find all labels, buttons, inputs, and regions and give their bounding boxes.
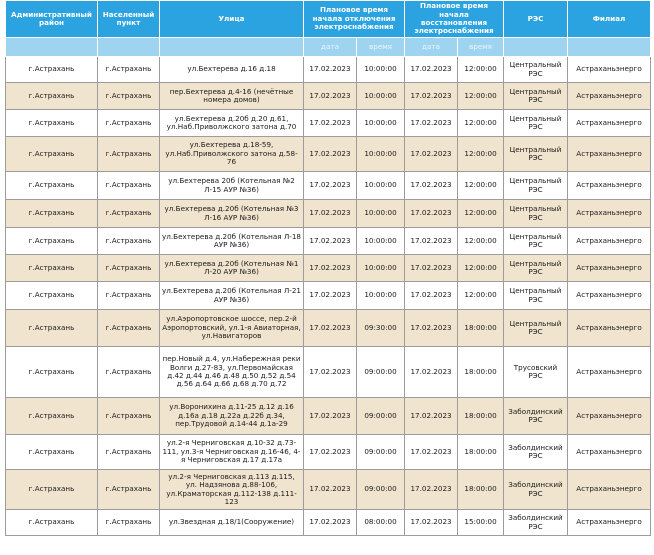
subheader-row: [6, 38, 651, 57]
cell-street: ул.Воронихина д.11-25 д.12 д.16 д.16а д.18 д.22а д.22б д.34, пер.Трудовой д.14-44 д.1а-29: [160, 398, 304, 435]
cell-off-time: 09:00:00: [357, 347, 405, 398]
cell-off-time: 09:00:00: [357, 435, 405, 470]
cell-off-date: 17.02.2023: [304, 172, 357, 200]
cell-off-date: 17.02.2023: [304, 310, 357, 347]
cell-off-date: 17.02.2023: [304, 57, 357, 83]
cell-res: Центральный РЭС: [504, 57, 568, 83]
subheader-on-date: дата: [405, 38, 458, 57]
cell-street: ул.Бехтерева д.20б (Котельная Л-21 АУР №36): [160, 282, 304, 310]
cell-district: г.Астрахань: [6, 228, 98, 255]
cell-off-time: 10:00:00: [357, 57, 405, 83]
cell-off-date: 17.02.2023: [304, 83, 357, 110]
cell-on-date: 17.02.2023: [405, 110, 458, 137]
cell-res: Центральный РЭС: [504, 110, 568, 137]
cell-branch: Астраханьэнерго: [568, 200, 651, 228]
cell-branch: Астраханьэнерго: [568, 282, 651, 310]
cell-on-time: 12:00:00: [458, 57, 504, 83]
subheader-empty: [6, 38, 98, 57]
cell-on-time: 12:00:00: [458, 110, 504, 137]
cell-res: Центральный РЭС: [504, 310, 568, 347]
cell-street: ул.Бехтерева д.18-59, ул.Наб.Приволжского затона д.58-76: [160, 137, 304, 172]
cell-branch: Астраханьэнерго: [568, 435, 651, 470]
cell-on-date: 17.02.2023: [405, 200, 458, 228]
cell-branch: Астраханьэнерго: [568, 137, 651, 172]
header-on-time: Плановое время начала восстановления электроснабжения: [405, 1, 504, 38]
cell-res: Заболдинский РЭС: [504, 435, 568, 470]
cell-settlement: г.Астрахань: [98, 172, 160, 200]
cell-street: ул.Бехтерева 20б (Котельная №2 Л-15 АУР №36): [160, 172, 304, 200]
cell-settlement: г.Астрахань: [98, 200, 160, 228]
table-row: [6, 110, 651, 137]
cell-settlement: г.Астрахань: [98, 398, 160, 435]
table-row: [6, 57, 651, 83]
subheader-off-date: дата: [304, 38, 357, 57]
table-row: [6, 510, 651, 536]
cell-on-date: 17.02.2023: [405, 172, 458, 200]
cell-on-date: 17.02.2023: [405, 435, 458, 470]
outage-schedule-table: [5, 0, 651, 536]
cell-district: г.Астрахань: [6, 435, 98, 470]
cell-off-date: 17.02.2023: [304, 110, 357, 137]
cell-off-time: 10:00:00: [357, 282, 405, 310]
cell-on-time: 18:00:00: [458, 470, 504, 510]
cell-district: г.Астрахань: [6, 57, 98, 83]
cell-res: Заболдинский РЭС: [504, 510, 568, 536]
cell-off-time: 10:00:00: [357, 228, 405, 255]
cell-branch: Астраханьэнерго: [568, 255, 651, 282]
header-res: РЭС: [504, 1, 568, 38]
cell-off-date: 17.02.2023: [304, 347, 357, 398]
cell-street: ул.Бехтерева д.20б (Котельная №1 Л-20 АУР №36): [160, 255, 304, 282]
table-row: [6, 83, 651, 110]
cell-off-time: 09:30:00: [357, 310, 405, 347]
cell-branch: Астраханьэнерго: [568, 470, 651, 510]
cell-street: ул.Бехтерева д.20б (Котельная №3 Л-16 АУР №36): [160, 200, 304, 228]
cell-settlement: г.Астрахань: [98, 470, 160, 510]
table-row: [6, 172, 651, 200]
cell-branch: Астраханьэнерго: [568, 110, 651, 137]
table-row: [6, 200, 651, 228]
header-branch: Филиал: [568, 1, 651, 38]
cell-res: Трусовский РЭС: [504, 347, 568, 398]
table-body: [6, 57, 651, 536]
table-row: [6, 435, 651, 470]
cell-settlement: г.Астрахань: [98, 57, 160, 83]
cell-off-date: 17.02.2023: [304, 137, 357, 172]
cell-off-date: 17.02.2023: [304, 398, 357, 435]
cell-district: г.Астрахань: [6, 347, 98, 398]
cell-on-date: 17.02.2023: [405, 510, 458, 536]
cell-district: г.Астрахань: [6, 110, 98, 137]
table-row: [6, 282, 651, 310]
subheader-on-time: время: [458, 38, 504, 57]
table-row: [6, 470, 651, 510]
cell-settlement: г.Астрахань: [98, 110, 160, 137]
subheader-empty: [160, 38, 304, 57]
cell-off-time: 10:00:00: [357, 110, 405, 137]
cell-district: г.Астрахань: [6, 510, 98, 536]
cell-off-time: 09:00:00: [357, 398, 405, 435]
cell-street: ул.Бехтерева д.16 д.18: [160, 57, 304, 83]
cell-res: Заболдинский РЭС: [504, 398, 568, 435]
cell-res: Центральный РЭС: [504, 172, 568, 200]
cell-off-date: 17.02.2023: [304, 228, 357, 255]
cell-on-time: 18:00:00: [458, 435, 504, 470]
cell-off-date: 17.02.2023: [304, 255, 357, 282]
cell-on-time: 18:00:00: [458, 310, 504, 347]
cell-on-date: 17.02.2023: [405, 470, 458, 510]
cell-off-date: 17.02.2023: [304, 510, 357, 536]
cell-off-time: 10:00:00: [357, 200, 405, 228]
header-row: [6, 1, 651, 38]
cell-on-time: 12:00:00: [458, 83, 504, 110]
cell-settlement: г.Астрахань: [98, 282, 160, 310]
cell-off-time: 09:00:00: [357, 470, 405, 510]
cell-res: Заболдинский РЭС: [504, 470, 568, 510]
cell-street: пер.Новый д.4, ул.Набережная реки Волги д.27-83, ул.Первомайская д.42 д.44 д.46 д.48 д.50 д.52 д.54 д.56 д.64 д.66 д.68 д.70 д.72: [160, 347, 304, 398]
cell-settlement: г.Астрахань: [98, 435, 160, 470]
cell-off-time: 10:00:00: [357, 172, 405, 200]
cell-on-date: 17.02.2023: [405, 57, 458, 83]
cell-on-time: 15:00:00: [458, 510, 504, 536]
cell-on-date: 17.02.2023: [405, 255, 458, 282]
table-row: [6, 228, 651, 255]
cell-res: Центральный РЭС: [504, 255, 568, 282]
cell-off-date: 17.02.2023: [304, 200, 357, 228]
cell-on-date: 17.02.2023: [405, 83, 458, 110]
cell-on-time: 12:00:00: [458, 255, 504, 282]
cell-res: Центральный РЭС: [504, 83, 568, 110]
cell-settlement: г.Астрахань: [98, 228, 160, 255]
cell-district: г.Астрахань: [6, 83, 98, 110]
subheader-empty: [504, 38, 568, 57]
cell-branch: Астраханьэнерго: [568, 57, 651, 83]
cell-off-time: 10:00:00: [357, 83, 405, 110]
cell-res: Центральный РЭС: [504, 200, 568, 228]
cell-on-time: 18:00:00: [458, 398, 504, 435]
cell-on-date: 17.02.2023: [405, 398, 458, 435]
cell-district: г.Астрахань: [6, 398, 98, 435]
table-row: [6, 137, 651, 172]
header-off-time: Плановое время начала отключения электроснабжения: [304, 1, 405, 38]
cell-off-date: 17.02.2023: [304, 282, 357, 310]
cell-on-time: 12:00:00: [458, 282, 504, 310]
cell-settlement: г.Астрахань: [98, 255, 160, 282]
cell-settlement: г.Астрахань: [98, 347, 160, 398]
cell-district: г.Астрахань: [6, 470, 98, 510]
cell-on-time: 12:00:00: [458, 228, 504, 255]
cell-settlement: г.Астрахань: [98, 310, 160, 347]
cell-branch: Астраханьэнерго: [568, 172, 651, 200]
cell-res: Центральный РЭС: [504, 228, 568, 255]
cell-settlement: г.Астрахань: [98, 137, 160, 172]
cell-off-date: 17.02.2023: [304, 470, 357, 510]
cell-on-date: 17.02.2023: [405, 310, 458, 347]
cell-district: г.Астрахань: [6, 200, 98, 228]
cell-on-date: 17.02.2023: [405, 228, 458, 255]
cell-district: г.Астрахань: [6, 255, 98, 282]
cell-street: ул.Звездная д.18/1(Сооружение): [160, 510, 304, 536]
cell-branch: Астраханьэнерго: [568, 310, 651, 347]
cell-branch: Астраханьэнерго: [568, 347, 651, 398]
cell-district: г.Астрахань: [6, 282, 98, 310]
cell-on-time: 18:00:00: [458, 347, 504, 398]
header-district: Административный район: [6, 1, 98, 38]
cell-street: ул.Аэропортовское шоссе, пер.2-й Аэропортовский, ул.1-я Авиаторная, ул.Навигаторов: [160, 310, 304, 347]
cell-street: ул.Бехтерева д.20б д.20 д.61, ул.Наб.Приволжского затона д.70: [160, 110, 304, 137]
cell-branch: Астраханьэнерго: [568, 398, 651, 435]
cell-on-date: 17.02.2023: [405, 282, 458, 310]
cell-on-time: 12:00:00: [458, 137, 504, 172]
cell-res: Центральный РЭС: [504, 137, 568, 172]
table-row: [6, 347, 651, 398]
cell-off-time: 10:00:00: [357, 137, 405, 172]
cell-off-date: 17.02.2023: [304, 435, 357, 470]
cell-off-time: 10:00:00: [357, 255, 405, 282]
cell-off-time: 08:00:00: [357, 510, 405, 536]
cell-on-time: 12:00:00: [458, 172, 504, 200]
cell-on-date: 17.02.2023: [405, 137, 458, 172]
subheader-empty: [568, 38, 651, 57]
cell-street: ул.2-я Черниговская д.113 д.115, ул. Надзянова д.88-106, ул.Краматорская д.112-138 д.111-123: [160, 470, 304, 510]
cell-branch: Астраханьэнерго: [568, 510, 651, 536]
cell-on-time: 12:00:00: [458, 200, 504, 228]
cell-settlement: г.Астрахань: [98, 83, 160, 110]
cell-branch: Астраханьэнерго: [568, 83, 651, 110]
table-row: [6, 398, 651, 435]
header-settlement: Населенный пункт: [98, 1, 160, 38]
cell-street: ул.Бехтерева д.20б (Котельная Л-18 АУР №36): [160, 228, 304, 255]
cell-street: пер.Бехтерева д.4-16 (нечётные номера домов): [160, 83, 304, 110]
cell-district: г.Астрахань: [6, 172, 98, 200]
cell-district: г.Астрахань: [6, 137, 98, 172]
subheader-off-time: время: [357, 38, 405, 57]
cell-street: ул.2-я Черниговская д.10-32 д.73-111, ул.3-я Черниговская д.16-46, 4-я Черниговская д.17 д.17а: [160, 435, 304, 470]
cell-on-date: 17.02.2023: [405, 347, 458, 398]
outage-table-container: [5, 0, 650, 536]
table-row: [6, 310, 651, 347]
cell-res: Центральный РЭС: [504, 282, 568, 310]
subheader-empty: [98, 38, 160, 57]
cell-settlement: г.Астрахань: [98, 510, 160, 536]
header-street: Улица: [160, 1, 304, 38]
cell-branch: Астраханьэнерго: [568, 228, 651, 255]
table-row: [6, 255, 651, 282]
cell-district: г.Астрахань: [6, 310, 98, 347]
